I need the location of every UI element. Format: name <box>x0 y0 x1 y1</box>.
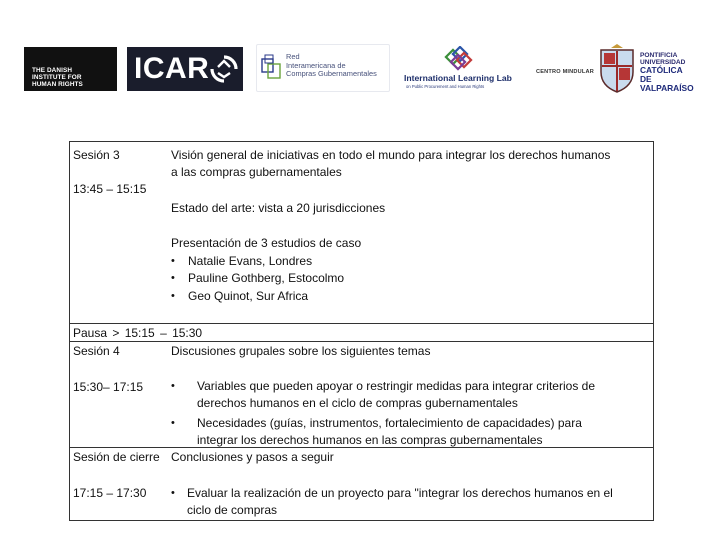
bullet-icon: • <box>171 380 175 392</box>
pucv-logo-line: VALPARAÍSO <box>640 83 694 94</box>
international-learning-lab-logo <box>402 46 526 92</box>
dihr-logo-line: INSTITUTE FOR <box>32 74 82 81</box>
icar-logo-text: ICAR <box>134 52 210 85</box>
break-row: Pausa > 15:15 – 15:30 <box>73 326 203 340</box>
ilab-knot-icon <box>444 46 474 72</box>
pucv-logo-line: UNIVERSIDAD <box>640 59 686 67</box>
session4-time: 15:30– 17:15 <box>73 380 144 394</box>
pucv-logo-line: PONTIFICIA <box>640 52 678 59</box>
session3-overview-line1: Visión general de iniciativas en todo el mundo para integrar los derechos humanos <box>171 148 611 162</box>
session3-label: Sesión 3 <box>73 148 120 162</box>
session4-item2-line2: integrar los derechos humanos en las compras gubernamentales <box>197 433 543 447</box>
danish-institute-logo <box>24 47 117 91</box>
session4-label: Sesión 4 <box>73 344 120 358</box>
dihr-logo-line: THE DANISH <box>32 67 73 74</box>
bullet-icon: • <box>171 255 175 267</box>
session4-title: Discusiones grupales sobre los siguientes temas <box>171 344 431 358</box>
closing-session-label: Sesión de cierre <box>73 450 160 464</box>
pucv-logo <box>597 42 693 96</box>
pucv-shield-icon <box>597 44 637 94</box>
bullet-icon: • <box>171 290 175 302</box>
centro-logo: CENTRO MINDULAR <box>536 69 595 75</box>
closing-item-line1: Evaluar la realización de un proyecto para "integrar los derechos humanos en el <box>187 486 613 500</box>
session3-time: 13:45 – 15:15 <box>73 182 147 196</box>
session4-item2-line1: Necesidades (guías, instrumentos, fortalecimiento de capacidades) para <box>197 416 582 430</box>
closing-item-line2: ciclo de compras <box>187 503 278 517</box>
bullet-icon: • <box>171 487 175 499</box>
session3-case-studies-title: Presentación de 3 estudios de caso <box>171 236 362 250</box>
row-divider <box>70 447 653 448</box>
ilab-logo-subtitle: on Public Procurement and Human Rights <box>406 84 485 89</box>
case-study-item: Geo Quinot, Sur Africa <box>188 289 309 303</box>
closing-session-time: 17:15 – 17:30 <box>73 486 147 500</box>
closing-session-title: Conclusiones y pasos a seguir <box>171 450 334 464</box>
row-divider <box>70 323 653 324</box>
row-divider <box>70 341 653 342</box>
case-study-item: Natalie Evans, Londres <box>188 254 313 268</box>
red-logo-line: Interamericana de <box>286 60 346 70</box>
agenda-table <box>69 141 654 521</box>
bullet-icon: • <box>171 417 175 429</box>
icar-circle-icon <box>209 54 239 84</box>
red-interamericana-logo <box>256 44 390 92</box>
case-study-item: Pauline Gothberg, Estocolmo <box>188 271 345 285</box>
red-logo-line: Compras Gubernamentales <box>286 69 377 78</box>
red-interamericana-icon <box>261 54 283 82</box>
red-logo-line: Red <box>286 52 300 61</box>
session3-overview-line2: a las compras gubernamentales <box>171 165 342 179</box>
session4-item1-line2: derechos humanos en el ciclo de compras gubernamentales <box>197 396 518 410</box>
dihr-logo-line: HUMAN RIGHTS <box>32 81 83 88</box>
icar-logo <box>127 47 243 91</box>
pucv-logo-line: CATÓLICA DE <box>640 65 683 85</box>
session4-item1-line1: Variables que pueden apoyar o restringir medidas para integrar criterios de <box>197 379 595 393</box>
ilab-logo-name: International Learning Lab <box>404 73 512 83</box>
session3-state-of-art: Estado del arte: vista a 20 jurisdicciones <box>171 201 386 215</box>
bullet-icon: • <box>171 272 175 284</box>
